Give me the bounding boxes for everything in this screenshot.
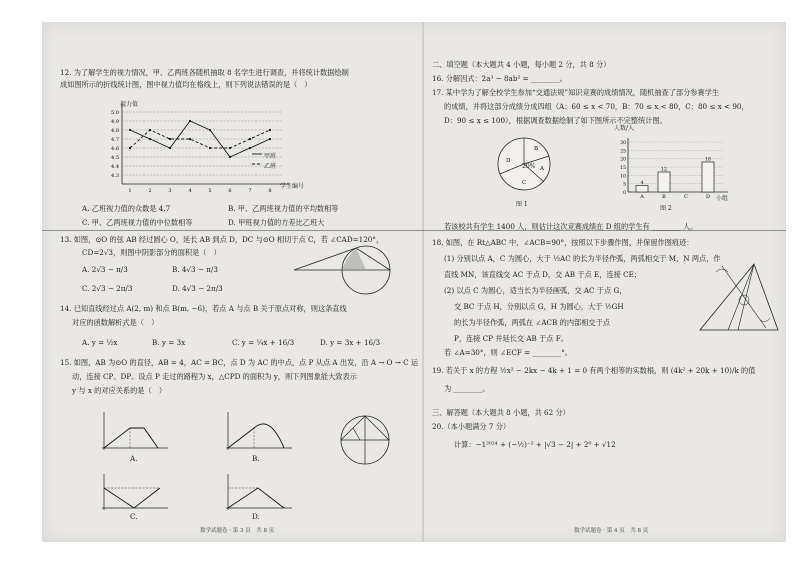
x-tick-label: 7 (248, 188, 252, 194)
q12-option-a: A. 乙班视力值的众数是 4.7 (82, 204, 171, 213)
bar-xlabel: 小组 (716, 195, 729, 202)
page-3-footer: 数学试题卷 · 第 3 页 共 8 页 (200, 528, 275, 534)
bar-ylabel: 人数/人 (614, 125, 635, 132)
bar-y-tick: 15 (620, 166, 626, 171)
q12-ylabel: 视力值 (120, 101, 139, 108)
x-tick-label: 3 (168, 188, 172, 194)
q12-line-chart (102, 102, 305, 194)
page-3 (42, 22, 422, 542)
q15-line1: 15. 如图，AB 为⊙O 的直径，AB = 4，AC = BC，点 D 为 AC 的中点，点 P 从点 A 出发，沿 A → O → C 运 (60, 358, 419, 367)
q15-graph-a (100, 410, 170, 452)
y-tick-label: 4.4 (111, 164, 119, 170)
q14-line1: 14. 已知直线经过点 A(2, m) 和点 B(m, −6)，若点 A 与点 B 关于原点对称，则这条直线 (60, 304, 347, 313)
bar-A (636, 185, 648, 192)
q12-xlabel: 学生编号 (280, 183, 305, 190)
q15-label-a: A. (130, 454, 138, 463)
q13-circle-figure (286, 236, 406, 296)
x-tick-label: 5 (208, 188, 212, 194)
q17-line3: D：90 ≤ x ≤ 100），根据调查数据绘制了如下图所示不完整统计图。 (444, 116, 667, 125)
fig-1-caption: 图 1 (516, 201, 528, 208)
y-tick-label: 4.6 (111, 146, 119, 152)
bar-D (702, 162, 714, 192)
y-tick-label: 4.3 (111, 173, 119, 179)
bar-y-tick: 25 (620, 149, 626, 155)
bar-value-label: 18 (705, 157, 711, 163)
q15-circle-figure (330, 410, 400, 470)
q13-option-c: C. 2√3 − 2π/3 (82, 284, 133, 293)
q13-line1: 13. 如图，⊙O 的弦 AB 经过圆心 O，延长 AB 到点 D，DC 与⊙O 相切于点 C，若 ∠CAD=120°， (60, 235, 384, 244)
q15-graph-c (100, 472, 170, 512)
series-point (249, 138, 251, 140)
q15-graph-b (224, 410, 294, 452)
bar-category-label: C (684, 194, 688, 200)
q15-label-b: B. (252, 454, 260, 463)
q14-option-a: A. y = ½x (82, 338, 118, 347)
q15-label-c: C. (130, 512, 138, 521)
q13-option-d: D. 4√3 − 2π/3 (172, 284, 223, 293)
q14-line2: 对应的函数解析式是（ ） (72, 318, 159, 327)
q12-line2: 成如图所示的折线统计图，图中视力值均在格线上，则下列说法错误的是（ ） (60, 80, 312, 89)
q17-line1: 17. 某中学为了解全校学生参加“交通法规”知识竞赛的成绩情况，随机抽查了部分参赛学生 (432, 88, 720, 97)
series-point (209, 129, 211, 131)
exam-sheet (42, 22, 786, 542)
bar-y-tick: 30 (620, 141, 626, 146)
q20-heading: 20.（本小题满分 7 分） (432, 422, 511, 431)
series-point (229, 156, 231, 158)
page-4-footer: 数学试题卷 · 第 4 页 共 8 页 (574, 528, 649, 534)
x-tick-label: 2 (148, 188, 152, 194)
q14-option-b: B. y = 3x (152, 338, 186, 347)
q14-option-c: C. y = ¼x + 16/3 (232, 338, 295, 347)
q18-line4: (2) 以点 C 为圆心，适当长为半径画弧，交 AC 于点 G， (444, 286, 627, 295)
bar-category-label: A (640, 194, 644, 200)
section-2-heading: 二、填空题（本大题共 4 小题，每小题 2 分，共 8 分） (432, 60, 611, 69)
q17-line2: 的成绩，并将这部分成绩分成四组（A：60 ≤ x < 70，B：70 ≤ x < 80，C：80 ≤ x < 90， (444, 102, 749, 111)
q15-line3: y 与 x 的对应关系的是（ ） (72, 386, 167, 395)
y-tick-label: 4.5 (111, 155, 119, 161)
q18-line2: (1) 分别以点 A，C 为圆心，大于 ½AC 的长为半径作弧，两弧相交于 M，N 两点，作 (444, 254, 721, 263)
bar-y-tick: 10 (620, 174, 626, 180)
y-tick-label: 5.0 (111, 110, 119, 116)
x-tick-label: 8 (268, 188, 272, 194)
q17-line4: 若该校共有学生 1400 人，则估计这次竞赛成绩在 D 组的学生有 ________ 人。 (444, 222, 698, 231)
bar-y-tick: 20 (620, 157, 626, 163)
bar-category-label: B (662, 194, 666, 200)
pie-label-b: B (534, 146, 539, 152)
page-4 (424, 22, 786, 542)
y-tick-label: 4.7 (111, 137, 119, 143)
q18-triangle-figure (692, 258, 782, 338)
pie-label-a: A (540, 166, 544, 172)
q18-line1: 18. 如图，在 Rt△ABC 中，∠ACB=90°，按照以下步骤作图，并保留作图痕迹： (432, 238, 694, 247)
bar-value-label: 12 (661, 167, 667, 173)
q13-line2: CD=2√3，则图中阴影部分的面积是（ ） (82, 248, 221, 257)
q17-bar-chart (612, 134, 722, 198)
q16-text: 16. 分解因式：2a³ − 8ab² = ________。 (432, 74, 567, 83)
pie-label-c: C (522, 180, 527, 186)
q19-line1: 19. 若关于 x 的方程 ½x² − 2kx − 4k + 1 = 0 有两个相等的实数根，则 (4k² + 20k + 10)/k 的值 (432, 366, 756, 375)
series-point (149, 138, 151, 140)
series-point (169, 138, 171, 140)
series-point (189, 138, 191, 140)
q13-option-a: A. 2√3 − π/3 (82, 265, 128, 274)
bar-y-tick: 5 (623, 182, 626, 188)
q18-line8: 若 ∠A=30°，则 ∠ECF = ________°。 (444, 348, 572, 357)
legend-series-b: 乙班 (264, 163, 277, 170)
q14-option-d: D. y = 3x + 16/3 (320, 338, 381, 347)
x-tick-label: 6 (228, 188, 232, 194)
q15-graph-d (224, 472, 294, 512)
series-point (149, 129, 151, 131)
pie-percent: 20% (522, 163, 536, 170)
fig-2-caption: 图 2 (660, 205, 672, 212)
y-tick-label: 4.9 (111, 119, 119, 125)
q19-line2: 为 ________。 (444, 384, 490, 393)
q12-option-d: D. 甲班视力值的方差比乙班大 (228, 218, 325, 227)
section-3-heading: 三、解答题（本大题共 8 小题，共 62 分） (432, 408, 570, 417)
q18-line7: P，连接 CP 并延长交 AB 于点 F。 (454, 334, 568, 343)
series-point (189, 120, 191, 122)
series-point (249, 147, 251, 149)
series-point (129, 129, 131, 131)
bar-category-label: D (705, 194, 711, 200)
series-point (269, 138, 271, 140)
y-tick-label: 4.8 (111, 128, 119, 134)
q18-line3: 直线 MN，该直线交 AC 于点 D，交 AB 于点 E，连接 CE； (444, 270, 642, 279)
q15-label-d: D. (252, 512, 260, 521)
q12-option-b: B. 甲、乙两班视力值的平均数相等 (228, 204, 339, 213)
q20-expression: 计算：−1²⁰²⁴ + (−½)⁻² + |√3 − 2| + 2⁰ + √12 (454, 440, 616, 449)
q15-line2: 动，连接 CP、DP。设点 P 走过的路程为 x，△CPD 的面积为 y，则下列图象能大致表示 (72, 372, 357, 381)
series-point (269, 129, 271, 131)
q18-line5: 交 BC 于点 H，分别以点 G，H 为圆心，大于 ½GH (454, 302, 624, 311)
q13-option-b: B. 4√3 − π/3 (172, 265, 218, 274)
bar-y-tick: 0 (623, 191, 626, 196)
legend-series-a: 甲班 (264, 153, 277, 160)
bar-B (658, 172, 670, 192)
series-point (129, 147, 131, 149)
q12-option-c: C. 甲、乙两班视力值的中位数相等 (82, 218, 193, 227)
q12-line1: 12. 为了解学生的视力情况，甲、乙两班各随机抽取 8 名学生进行调查，并将统计数据绘制 (60, 68, 349, 77)
bar-value-label: 4 (640, 180, 644, 186)
series-point (209, 147, 211, 149)
x-tick-label: 1 (128, 188, 132, 194)
pie-label-d: D (506, 158, 511, 164)
series-point (229, 147, 231, 149)
x-tick-label: 4 (188, 188, 192, 194)
q18-line6: 的长为半径作弧，两弧在 ∠ACB 的内部相交于点 (454, 318, 610, 327)
series-point (169, 147, 171, 149)
